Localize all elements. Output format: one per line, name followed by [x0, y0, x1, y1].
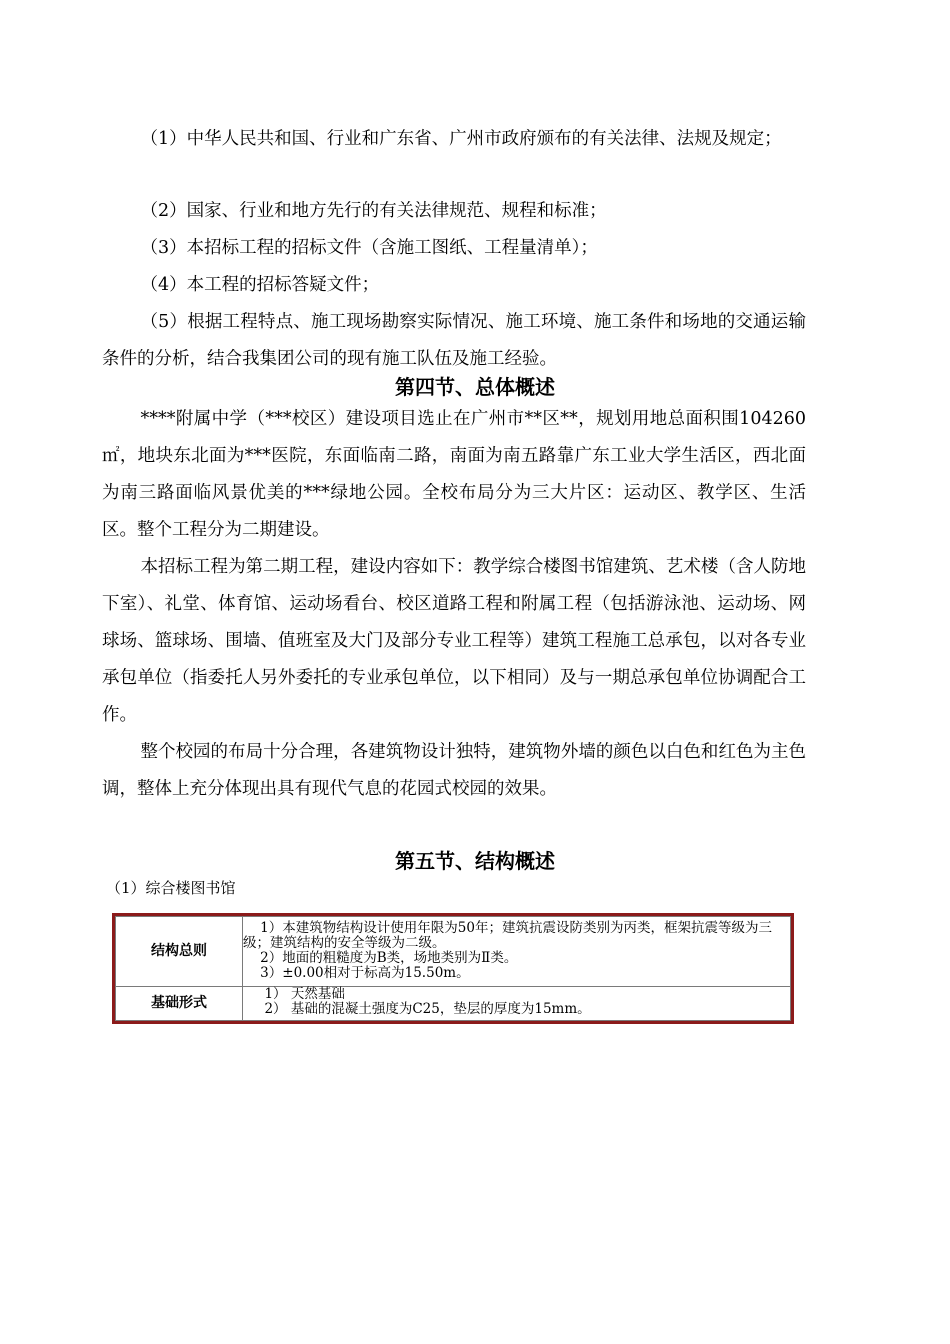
basis-item-5: （5）根据工程特点、施工现场勘察实际情况、施工环境、施工条件和场地的交通运输条件的分析，结合我集团公司的现有施工队伍及施工经验。	[102, 312, 806, 369]
basis-item-2: （2）国家、行业和地方先行的有关法律规范、规程和标准；	[140, 201, 607, 221]
section5-title: 第五节、结构概述	[395, 849, 555, 873]
general-line-2: 2）地面的粗糙度为B类，场地类别为Ⅱ类。	[243, 950, 518, 966]
basis-item-1: （1）中华人民共和国、行业和广东省、广州市政府颁布的有关法律、法规及规定；	[140, 129, 782, 149]
basis-item-4: （4）本工程的招标答疑文件；	[140, 275, 380, 295]
section4-title: 第四节、总体概述	[395, 375, 555, 399]
structure-table-grid	[115, 916, 791, 1021]
basis-item-3: （3）本招标工程的招标文件（含施工图纸、工程量清单）；	[140, 238, 598, 258]
section4-paragraph-1: ****附属中学（***校区）建设项目选止在广州市**区**，规划用地总面积围104260㎡，地块东北面为***医院，东面临南二路，南面为南五路靠广东工业大学生活区，西北面为南三路面临风景优美的***绿地公园。全校布局分为三大片区：运动区、教学区、生活区。整个工程分为二期建设。	[102, 409, 806, 540]
section4-paragraph-3: 整个校园的布局十分合理，各建筑物设计独特，建筑物外墙的颜色以白色和红色为主色调，整体上充分体现出具有现代气息的花园式校园的效果。	[102, 742, 806, 799]
row-label-general: 结构总则	[116, 917, 243, 987]
row-value-general	[243, 917, 791, 987]
foundation-line-2: 2） 基础的混凝土强度为C25，垫层的厚度为15mm。	[243, 1001, 591, 1017]
section5-subtitle: （1）综合楼图书馆	[106, 879, 236, 897]
table-row	[116, 987, 791, 1021]
general-line-1: 1）本建筑物结构设计使用年限为50年；建筑抗震设防类别为丙类，框架抗震等级为三级；建筑结构的安全等级为二级。	[243, 920, 772, 951]
general-line-3: 3）±0.00相对于标高为15.50m。	[243, 965, 470, 981]
table-row	[116, 917, 791, 987]
row-label-foundation: 基础形式	[116, 987, 243, 1021]
section4-paragraph-2: 本招标工程为第二期工程，建设内容如下：教学综合楼图书馆建筑、艺术楼（含人防地下室）、礼堂、体育馆、运动场看台、校区道路工程和附属工程（包括游泳池、运动场、网球场、篮球场、围墙、值班室及大门及部分专业工程等）建筑工程施工总承包，以对各专业承包单位（指委托人另外委托的专业承包单位，以下相同）及与一期总承包单位协调配合工作。	[102, 557, 806, 725]
foundation-line-1: 1） 天然基础	[243, 986, 345, 1002]
row-value-foundation	[243, 987, 791, 1021]
structure-table	[112, 913, 794, 1024]
